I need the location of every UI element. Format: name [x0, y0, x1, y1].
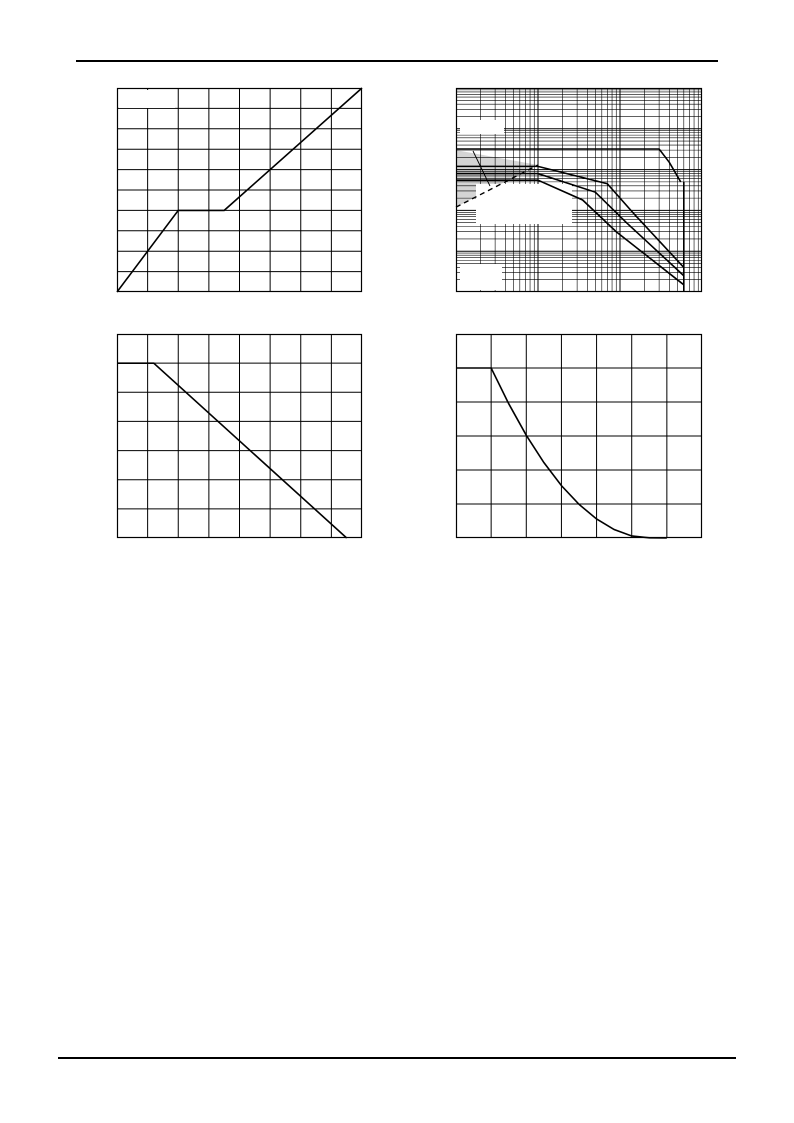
chart-bottom-right-svg: [456, 334, 702, 538]
label-box-top-left: [460, 120, 504, 134]
label-box-top-left: [119, 90, 175, 108]
chart-bottom-left: [117, 334, 362, 538]
chart-top-right: [456, 88, 702, 292]
chart-top-left-svg: [117, 88, 362, 292]
header-rule: [76, 60, 718, 62]
chart-bottom-right: [456, 334, 702, 538]
chart-top-left: [117, 88, 362, 292]
chart-bottom-left-svg: [117, 334, 362, 538]
label-box-bottom-left: [460, 264, 502, 290]
chart-top-right-svg: [456, 88, 702, 292]
footer-rule: [58, 1057, 736, 1059]
